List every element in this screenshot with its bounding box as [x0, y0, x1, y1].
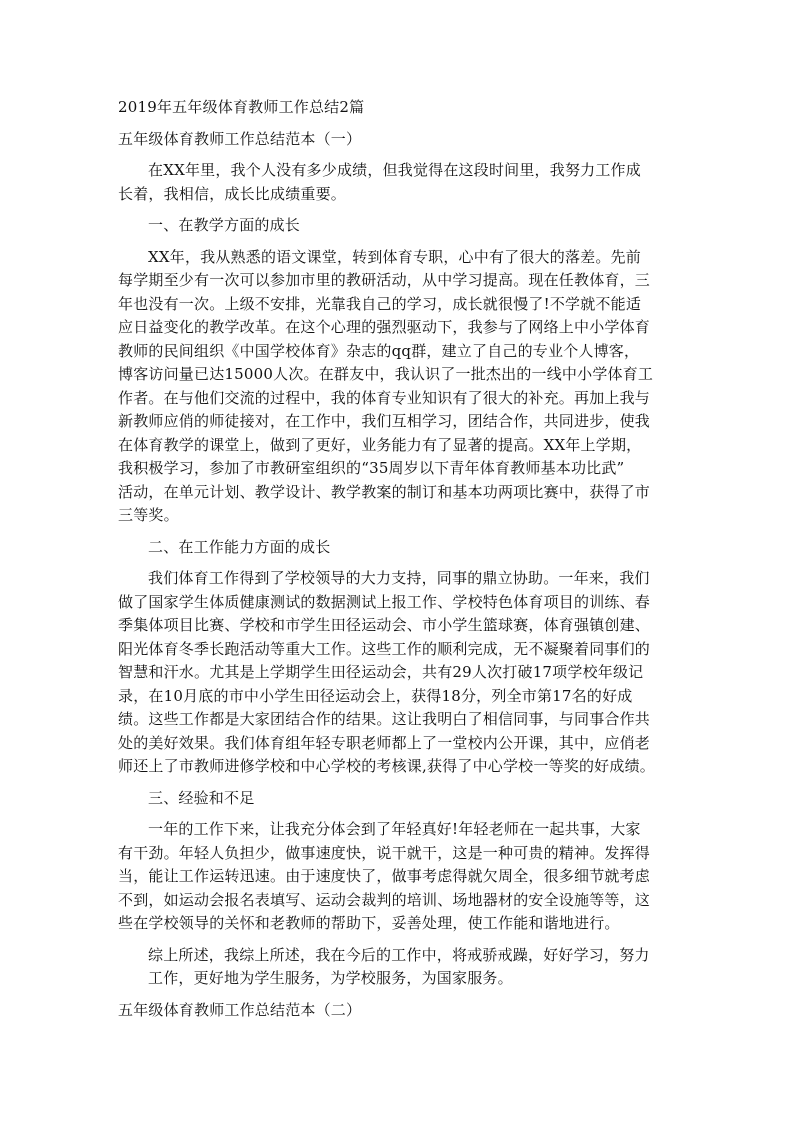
section2-title: 五年级体育教师工作总结范本（二） — [118, 1000, 362, 1019]
paragraph-line: 我们体育工作得到了学校领导的大力支持，同事的鼎立协助。一年来，我们 — [148, 569, 650, 587]
paragraph-line: 新教师应俏的师徒接对，在工作中，我们互相学习，团结合作，共同进步，使我 — [118, 412, 651, 430]
paragraph-line: 绩。这些工作都是大家团结合作的结果。这让我明白了相信同事，与同事合作共 — [118, 710, 651, 728]
paragraph-line: 年也没有一次。上级不安排，光靠我自己的学习，成长就很慢了!不学就不能适 — [118, 294, 642, 313]
paragraph-line: 季集体项目比赛、学校和市学生田径运动会、市小学生篮球赛，体育强镇创建、 — [118, 616, 651, 634]
document-title: 2019年五年级体育教师工作总结2篇 — [118, 98, 365, 116]
section1-title: 五年级体育教师工作总结范本（一） — [118, 129, 362, 148]
paragraph-line: 师还上了市教师进修学校和中心学校的考核课,获得了中心学校一等奖的好成绩。 — [118, 757, 655, 775]
paragraph-line: 我积极学习，参加了市教研室组织的“35周岁以下青年体育教师基本功比武” — [118, 459, 625, 477]
paragraph-line: 有干劲。年轻人负担少，做事速度快，说干就干，这是一种可贵的精神。发挥得 — [118, 843, 651, 862]
paragraph-line: 作者。在与他们交流的过程中，我的体育专业知识有了很大的补充。再加上我与 — [118, 388, 651, 407]
heading-experience-shortcomings: 三、经验和不足 — [148, 788, 255, 807]
paragraph-line: 在XX年里，我个人没有多少成绩，但我觉得在这段时间里，我努力工作成 — [148, 161, 641, 179]
paragraph-line: 不到，如运动会报名表填写、运动会裁判的培训、场地器材的安全设施等等，这 — [118, 890, 651, 909]
heading-teaching-growth: 一、在教学方面的成长 — [148, 216, 301, 234]
paragraph-line: 博客访问量已达15000人次。在群友中，我认识了一批杰出的一线中小学体育工 — [118, 365, 654, 383]
paragraph-line: 长着，我相信，成长比成绩重要。 — [118, 184, 347, 203]
paragraph-line: 处的美好效果。我们体育组年轻专职老师都上了一堂校内公开课，其中，应俏老 — [118, 733, 651, 752]
intro-paragraph — [118, 159, 684, 206]
heading-work-ability-growth: 二、在工作能力方面的成长 — [148, 537, 331, 556]
paragraph-line: 一年的工作下来，让我充分体会到了年轻真好!年轻老师在一起共事，大家 — [148, 820, 641, 838]
paragraph-line: 在体育教学的课堂上，做到了更好，业务能力有了显著的提高。XX年上学期， — [118, 435, 642, 454]
paragraph-line: 每学期至少有一次可以参加市里的教研活动，从中学习提高。现在任教体育，三 — [118, 271, 651, 289]
work-ability-paragraph — [118, 567, 684, 779]
paragraph-line: 教师的民间组织《中国学校体育》杂志的qq群，建立了自己的专业个人博客， — [118, 341, 640, 360]
paragraph-line: 活动，在单元计划、教学设计、教学教案的制订和基本功两项比赛中，获得了市 — [118, 482, 651, 501]
paragraph-line: 三等奖。 — [118, 506, 179, 524]
document-page — [118, 96, 684, 1022]
paragraph-line: 应日益变化的教学改革。在这个心理的强烈驱动下，我参与了网络上中小学体育 — [118, 318, 651, 336]
paragraph-line: XX年，我从熟悉的语文课堂，转到体育专职，心中有了很大的落差。先前 — [148, 247, 641, 266]
paragraph-line: 录，在10月底的市中小学生田径运动会上，获得18分，列全市第17名的好成 — [118, 686, 633, 705]
paragraph-line: 工作，更好地为学生服务，为学校服务，为国家服务。 — [148, 969, 513, 987]
paragraph-line: 些在学校领导的关怀和老教师的帮助下，妥善处理，使工作能和谐地进行。 — [118, 914, 620, 932]
paragraph-line: 智慧和汗水。尤其是上学期学生田径运动会，共有29人次打破17项学校年级记 — [118, 663, 644, 681]
conclusion-paragraph — [118, 944, 684, 991]
paragraph-line: 当，能让工作运转迅速。由于速度快了，做事考虑得就欠周全，很多细节就考虑 — [118, 867, 651, 885]
experience-paragraph — [118, 818, 684, 936]
teaching-growth-paragraph — [118, 246, 684, 528]
paragraph-line: 做了国家学生体质健康测试的数据测试上报工作、学校特色体育项目的训练、春 — [118, 592, 651, 611]
paragraph-line: 综上所述，我综上所述，我在今后的工作中，将戒骄戒躁，好好学习，努力 — [148, 945, 650, 964]
paragraph-line: 阳光体育冬季长跑活动等重大工作。这些工作的顺利完成，无不凝聚着同事们的 — [118, 639, 651, 658]
